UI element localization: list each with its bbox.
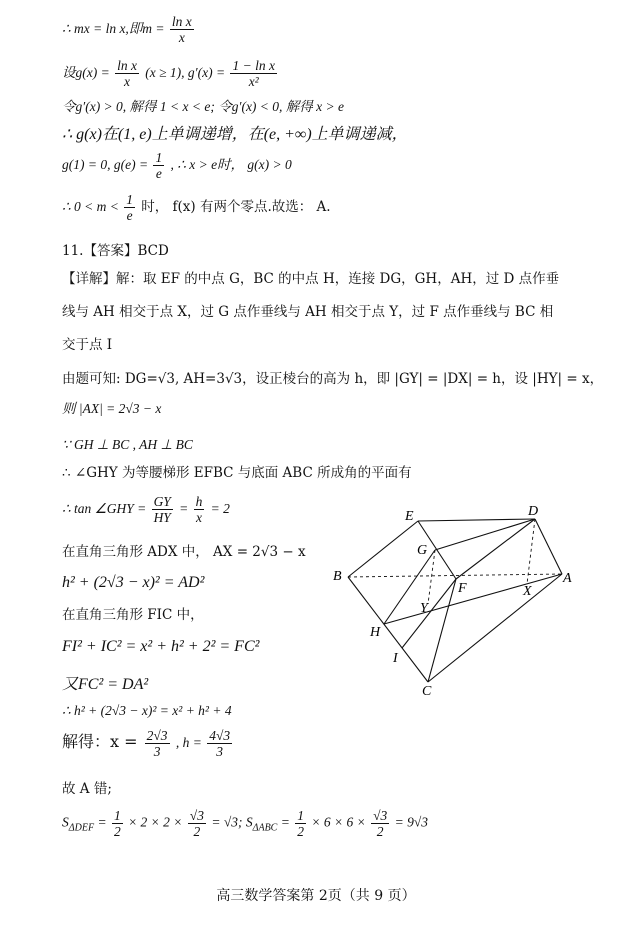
segment-gd xyxy=(435,519,535,550)
eq-text: × 6 × 6 × xyxy=(307,814,370,830)
denominator: HY xyxy=(153,510,171,525)
denominator: 3 xyxy=(216,744,224,759)
eq-line-4: ∴ g(x)在(1, e)上单调递增，在(e, +∞)上单调递减， xyxy=(62,126,408,143)
fraction xyxy=(124,192,135,223)
eq-text: = xyxy=(277,814,294,830)
numerator: 1 xyxy=(155,150,163,165)
eq-text: g(1) = 0, g(e) = xyxy=(62,157,152,172)
fraction xyxy=(371,808,389,839)
edge-df xyxy=(456,519,535,579)
fraction xyxy=(153,150,164,181)
eq-text: = 9√3 xyxy=(391,814,429,830)
label-h: H xyxy=(370,625,381,640)
eq-text: × 2 × 2 × xyxy=(124,814,186,830)
eq-line-6 xyxy=(62,192,331,223)
numerator: √3 xyxy=(189,808,204,823)
eq-line-15 xyxy=(62,494,230,525)
fraction xyxy=(170,14,194,45)
eq-text: 设g(x) = xyxy=(62,65,114,80)
label-g: G xyxy=(417,543,428,558)
edge-ca xyxy=(428,574,562,682)
fraction xyxy=(207,728,232,759)
fraction xyxy=(230,58,276,89)
edge-fc xyxy=(428,579,456,682)
eq-text: = xyxy=(94,814,110,830)
denominator: e xyxy=(155,166,162,181)
eq-line-24 xyxy=(62,808,428,839)
eq-line-5 xyxy=(62,150,292,181)
eq-text: S xyxy=(62,814,69,830)
solution-text-1: 【详解】解：取 EF 的中点 G，BC 的中点 H，连接 DG，GH，AH，过 D 点作垂 xyxy=(62,271,560,287)
denominator: 2 xyxy=(113,824,121,839)
denominator: x² xyxy=(248,74,259,89)
eq-text: = √3; S xyxy=(207,814,253,830)
eq-text: = xyxy=(179,501,192,516)
fraction xyxy=(295,808,306,839)
fraction xyxy=(152,494,173,525)
segment-ha xyxy=(384,574,562,624)
eq-line-3: 令g′(x) > 0, 解得 1 < x < e; 令g′(x) < 0, 解得 x > e xyxy=(62,99,345,114)
subscript: ΔDEF xyxy=(68,822,95,834)
eq-line-21: ∴ h² + (2√3 − x)² = x² + h² + 4 xyxy=(62,703,232,718)
fraction xyxy=(194,494,205,525)
numerator: 2√3 xyxy=(146,728,168,743)
denominator: e xyxy=(126,208,133,223)
label-c: C xyxy=(422,684,432,699)
solution-text-5: 则 |AX| = 2√3 − x xyxy=(62,401,162,416)
numerator: GY xyxy=(153,494,171,509)
eq-line-1 xyxy=(62,14,196,45)
label-a: A xyxy=(563,571,572,586)
fraction xyxy=(145,728,170,759)
eq-line-2 xyxy=(62,58,279,89)
eq-text: (x ≥ 1), g′(x) = xyxy=(145,65,229,80)
solution-text-4: 由题可知: DG=√3, AH=3√3，设正棱台的高为 h，即 |GY| = |DX| = h，设 |HY| = x， xyxy=(62,371,604,387)
segment-dx xyxy=(527,519,535,584)
fraction xyxy=(115,58,139,89)
segment-fi xyxy=(402,579,456,648)
numerator: 1 xyxy=(126,192,133,207)
solid-edges xyxy=(348,519,562,682)
solution-text-10: 故 A 错; xyxy=(62,781,112,797)
denominator: x xyxy=(124,74,131,89)
label-d: D xyxy=(528,504,539,519)
label-y: Y xyxy=(420,601,428,616)
numerator: √3 xyxy=(373,808,388,823)
numerator: 1 − ln x xyxy=(232,58,275,73)
numerator: h xyxy=(195,494,203,509)
eq-text: 解得：x = xyxy=(62,732,143,751)
edge-ed xyxy=(418,519,535,521)
denominator: 2 xyxy=(297,824,304,839)
denominator: x xyxy=(196,510,202,525)
frustum-figure xyxy=(330,500,580,700)
solution-text-6: ∵ GH ⊥ BC , AH ⊥ BC xyxy=(62,437,193,452)
solution-text-3: 交于点 I xyxy=(62,337,113,353)
eq-line-19: FI² + IC² = x² + h² + 2² = FC² xyxy=(62,638,260,655)
denominator: 3 xyxy=(153,744,161,759)
label-e: E xyxy=(405,509,414,524)
denominator: 2 xyxy=(376,824,384,839)
eq-text: ∴ mx = ln x,即m = xyxy=(62,21,168,36)
fraction xyxy=(188,808,206,839)
answer-heading: 11.【答案】BCD xyxy=(62,243,169,259)
label-x: X xyxy=(523,584,532,599)
eq-line-22 xyxy=(62,728,234,759)
fraction xyxy=(112,808,123,839)
solution-text-2: 线与 AH 相交于点 X，过 G 点作垂线与 AH 相交于点 Y，过 F 点作垂线与 BC 相 xyxy=(62,304,554,320)
eq-text: 时， f(x) 有两个零点.故选： A. xyxy=(141,199,331,215)
eq-text: = 2 xyxy=(210,501,230,516)
eq-text: ∴ 0 < m < xyxy=(62,199,123,214)
solution-text-8: 在直角三角形 ADX 中， AX = 2√3 − x xyxy=(62,544,306,560)
eq-line-20: 又FC² = DA² xyxy=(62,676,149,693)
label-f: F xyxy=(458,581,467,596)
numerator: 1 xyxy=(113,808,121,823)
subscript: ΔABC xyxy=(252,822,278,834)
numerator: 4√3 xyxy=(209,728,231,743)
edge-be xyxy=(348,521,418,577)
denominator: 2 xyxy=(193,824,201,839)
solution-text-7: ∴ ∠GHY 为等腰梯形 EFBC 与底面 ABC 所成角的平面有 xyxy=(62,465,412,481)
numerator: ln x xyxy=(171,14,192,29)
numerator: ln x xyxy=(117,58,137,73)
page-footer: 高三数学答案第 2页（共 9 页） xyxy=(216,888,416,904)
eq-text: ∴ tan ∠GHY = xyxy=(62,501,150,516)
eq-line-17: h² + (2√3 − x)² = AD² xyxy=(62,574,205,591)
solution-text-9: 在直角三角形 FIC 中， xyxy=(62,607,204,623)
eq-text: , h = xyxy=(175,735,206,750)
edge-da xyxy=(535,519,562,574)
numerator: 1 xyxy=(297,808,304,823)
label-i: I xyxy=(393,651,398,666)
label-b: B xyxy=(333,569,342,584)
denominator: x xyxy=(178,30,185,45)
eq-text: , ∴ x > e时， g(x) > 0 xyxy=(170,157,292,172)
